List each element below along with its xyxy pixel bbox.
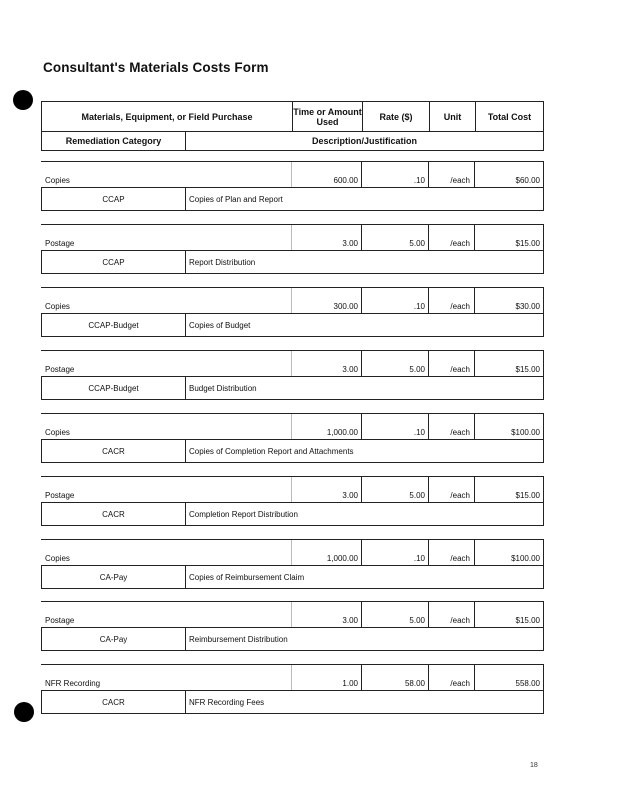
table-row [41, 476, 544, 526]
item-total: $15.00 [515, 616, 540, 625]
item-rate: 5.00 [362, 602, 429, 627]
item-quantity: 3.00 [292, 602, 362, 627]
item-description: Copies of Plan and Report [189, 194, 283, 204]
item-total: $15.00 [515, 491, 540, 500]
item-total: $100.00 [511, 428, 540, 437]
item-quantity: 3.00 [292, 351, 362, 376]
item-quantity: 3.00 [292, 225, 362, 250]
punch-hole-top [13, 90, 33, 110]
form-title: Consultant's Materials Costs Form [43, 60, 269, 75]
item-unit: /each [429, 665, 475, 690]
item-unit: /each [429, 414, 475, 439]
item-name: Postage [41, 225, 292, 250]
item-total: $60.00 [515, 176, 540, 185]
item-category: CACR [42, 691, 186, 713]
item-description: Reimbursement Distribution [189, 634, 288, 644]
header-category: Remediation Category [42, 131, 186, 150]
item-category: CCAP [42, 188, 186, 210]
item-quantity: 1,000.00 [292, 540, 362, 565]
item-rate: 58.00 [362, 665, 429, 690]
item-description: Copies of Budget [189, 320, 251, 330]
table-row [41, 664, 544, 714]
table-row [41, 224, 544, 274]
item-name: Postage [41, 477, 292, 502]
item-unit: /each [429, 162, 475, 187]
item-category: CCAP [42, 251, 186, 273]
item-description: Completion Report Distribution [189, 509, 298, 519]
header-rate: Rate ($) [363, 102, 430, 131]
table-row [41, 287, 544, 337]
item-rate: 5.00 [362, 477, 429, 502]
item-description: Report Distribution [189, 257, 256, 267]
item-category: CCAP-Budget [42, 314, 186, 336]
item-description: NFR Recording Fees [189, 697, 265, 707]
item-name: Postage [41, 602, 292, 627]
item-quantity: 300.00 [292, 288, 362, 313]
item-name: Copies [41, 414, 292, 439]
item-rate: .10 [362, 414, 429, 439]
item-category: CA-Pay [42, 566, 186, 588]
item-unit: /each [429, 288, 475, 313]
item-total: $100.00 [511, 554, 540, 563]
item-rate: .10 [362, 288, 429, 313]
item-description: Copies of Reimbursement Claim [189, 572, 305, 582]
item-quantity: 600.00 [292, 162, 362, 187]
table-row [41, 539, 544, 589]
table-header [41, 101, 544, 151]
item-quantity: 3.00 [292, 477, 362, 502]
item-description: Copies of Completion Report and Attachments [189, 446, 354, 456]
punch-hole-bottom [14, 702, 34, 722]
item-rate: 5.00 [362, 225, 429, 250]
item-name: NFR Recording [41, 665, 292, 690]
item-name: Copies [41, 162, 292, 187]
header-description: Description/Justification [311, 135, 418, 146]
table-row [41, 350, 544, 400]
header-unit: Unit [430, 102, 476, 131]
page-number: 18 [530, 762, 538, 769]
item-unit: /each [429, 477, 475, 502]
item-unit: /each [429, 602, 475, 627]
item-quantity: 1.00 [292, 665, 362, 690]
item-total: 558.00 [515, 679, 540, 688]
header-materials: Materials, Equipment, or Field Purchase [42, 102, 293, 131]
table-row [41, 601, 544, 651]
item-description: Budget Distribution [189, 383, 257, 393]
item-name: Postage [41, 351, 292, 376]
item-quantity: 1,000.00 [292, 414, 362, 439]
item-category: CACR [42, 503, 186, 525]
item-name: Copies [41, 540, 292, 565]
item-rate: .10 [362, 162, 429, 187]
item-unit: /each [429, 225, 475, 250]
item-total: $15.00 [515, 239, 540, 248]
item-category: CA-Pay [42, 628, 186, 650]
item-rate: .10 [362, 540, 429, 565]
header-time: Time or Amount Used [293, 102, 363, 131]
item-total: $30.00 [515, 302, 540, 311]
header-total: Total Cost [487, 111, 532, 122]
item-name: Copies [41, 288, 292, 313]
item-category: CCAP-Budget [42, 377, 186, 399]
item-unit: /each [429, 351, 475, 376]
table-row [41, 413, 544, 463]
item-unit: /each [429, 540, 475, 565]
item-category: CACR [42, 440, 186, 462]
item-total: $15.00 [515, 365, 540, 374]
item-rate: 5.00 [362, 351, 429, 376]
table-row [41, 161, 544, 211]
